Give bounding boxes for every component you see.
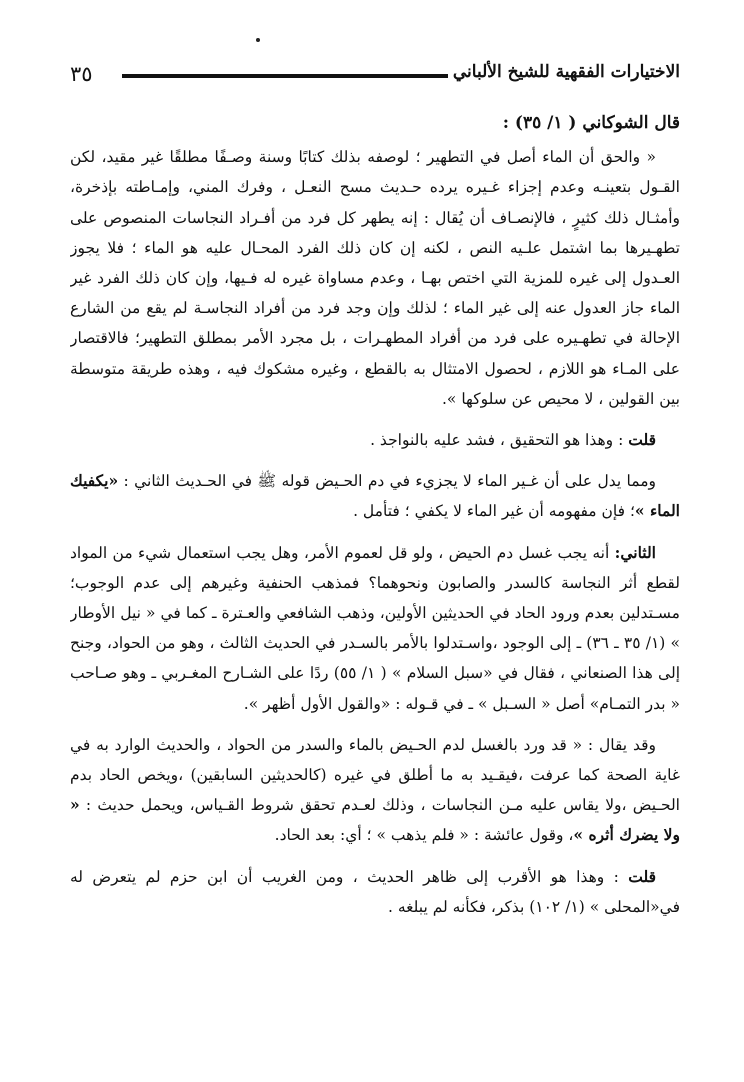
running-title: الاختيارات الفقهية للشيخ الألباني [452, 62, 680, 82]
hadith-paragraph [70, 466, 680, 526]
hadith-quote: «يكفيك الماء » [70, 471, 680, 521]
page-header [70, 58, 680, 94]
note-text: : وهذا هو التحقيق ، فشد عليه بالنواجذ . [370, 431, 624, 450]
note-paragraph-1 [70, 425, 680, 455]
header-rule [122, 74, 448, 78]
quote-heading: قال الشوكاني ( ١/ ٣٥) : [502, 113, 680, 133]
page-body [70, 108, 680, 1068]
note-paragraph-2 [70, 862, 680, 922]
second-point-paragraph [70, 538, 680, 719]
saying-text-after: ، وقول عائشة : « فلم يذهب » ؛ أي: بعد الحاد. [274, 826, 574, 845]
note-text-2: : وهذا هو الأقرب إلى ظاهر الحديث ، ومن الغريب أن ابن حزم لم يتعرض له في«المحلى » (١/ ١٠٢) بذكر، فكأنه لم يبلغه . [70, 867, 680, 916]
saying-text-before: وقد يقال : « قد ورد بالغسل لدم الحـيض بالماء والسدر من الحواد ، والحديث الوارد به في غاية الصحة كما عرفت ،فيقـيد به ما أطلق في غيره (كالحديثين السابقين) ،ويخص الحاد بدم الحـيض ،ولا يقاس عليه مـن النجاسات ، وذلك لعـدم تحقق شروط القـياس، ويحمل حديث : [70, 735, 680, 815]
note-lead: قلت [628, 430, 656, 450]
quote-paragraph: « والحق أن الماء أصل في التطهير ؛ لوصفه بذلك كتابًا وسنة وصـفًا مطلقًا غير مقيد، لكن القـول بتعينـه وعدم إجزاء غـيره يرده حـديث مسح النعـل ، وفرك المني، وإمـاطته بإذخرة، وأمثـال ذلك كثيرٍ ، فالإنصـاف أن يُقال : إنه يطهر كل فرد من أفـراد النجاسات المنصوص على تطهـيرها بما اشتمل علـيه النص ، لكنه إن كان ذلك الفرد المحـال عليه هو الماء ؛ فلا يجوز العـدول إلى غيره للمزية التي اختص بهـا ، وعدم مساواة غيره له فـيها، وإن كان ذلك الفرد غير الماء جاز العدول عنه إلى غير الماء ؛ لذلك وإن وجد فرد من أفراد النجاسـة لم يقع من الشارع الإحالة في تطهـيره على فرد من أفراد المطهـرات ، بل مجرد الأمر بمطلق التطهير؛ فالاقتصار على المـاء هو اللازم ، لحصول الامتثال به بالقطع ، وغيره مشكوك فيه ، وهذه طريقة متوسطة بين القولين ، لا محيص عن سلوكها ». [70, 148, 680, 408]
saying-quote: « ولا يضرك أثره » [70, 795, 680, 845]
hadith-text-before: ومما يدل على أن غـير الماء لا يجزيء في دم الحـيض قوله ﷺ في الحـديث الثاني : [123, 472, 656, 491]
page-number: ٣٥ [70, 62, 93, 86]
second-point-text: أنه يجب غسل دم الحيض ، ولو قل لعموم الأمر، وهل يجب استعمال شيء من المواد لقطع أثر النجاسة كالسدر والصابون ونحوهما؟ فمذهب الحنفية وغيرهم إلى عدم الوجوب؛ مسـتدلين بعدم ورود الحاد في الحديثين الأولين، وذهب الشافعي والعـترة ـ كما في « نيل الأوطار » (١/ ٣٥ ـ ٣٦) ـ إلى الوجود ،واسـتدلوا بالأمر بالسـدر في الحديث الثالث ، وهو من الحواد، وجنح إلى هذا الصنعاني ، فقال في «سبل السلام » ( ١/ ٥٥) ردًا على الشـارح المغـربي ـ وهو صـاحب « بدر التمـام» أصل « السـبل » ـ في قـوله : «والقول الأول أظهر ». [70, 543, 680, 713]
ink-speck [256, 38, 260, 42]
hadith-text-after: ؛ فإن مفهومه أن غير الماء لا يكفي ؛ فتأمل . [353, 502, 635, 521]
note-lead-2: قلت [628, 866, 656, 886]
second-point-lead: الثاني: [614, 542, 656, 562]
saying-paragraph [70, 730, 680, 851]
